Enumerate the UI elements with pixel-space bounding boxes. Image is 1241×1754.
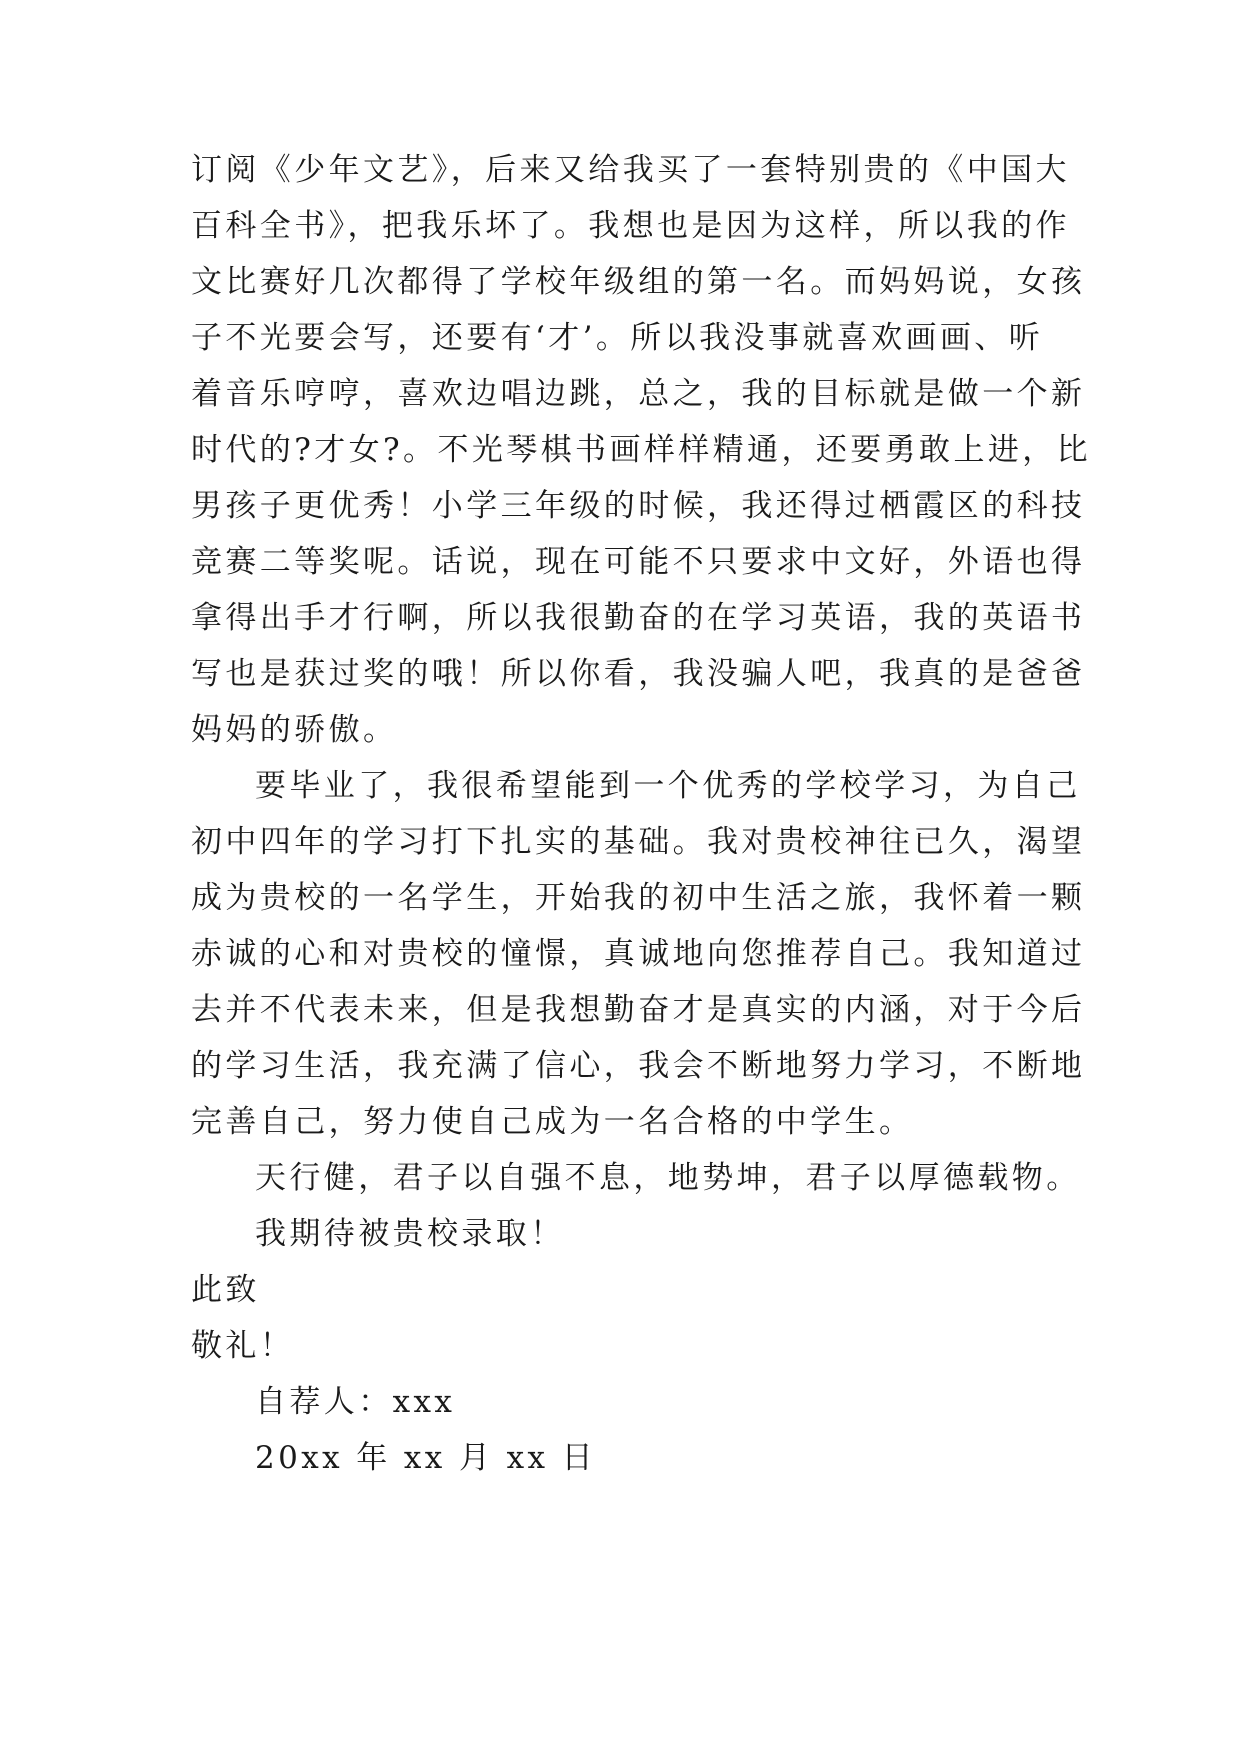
text-line: 妈妈的骄傲。 xyxy=(191,712,398,748)
signature-line: 自荐人：xxx xyxy=(255,1384,456,1420)
text-line: 写也是获过奖的哦！所以你看，我没骗人吧，我真的是爸爸 xyxy=(191,656,1086,692)
text-line: 赤诚的心和对贵校的憧憬，真诚地向您推荐自己。我知道过 xyxy=(191,936,1086,972)
salutation-cizhi: 此致 xyxy=(191,1272,260,1308)
text-line: 时代的?才女?。不光琴棋书画样样精通，还要勇敢上进，比 xyxy=(191,432,1092,468)
text-line: 初中四年的学习打下扎实的基础。我对贵校神往已久，渴望 xyxy=(191,824,1086,860)
text-line: 拿得出手才行啊，所以我很勤奋的在学习英语，我的英语书 xyxy=(191,600,1086,636)
text-line: 文比赛好几次都得了学校年级组的第一名。而妈妈说，女孩 xyxy=(191,264,1086,300)
text-line: 订阅《少年文艺》，后来又给我买了一套特别贵的《中国大 xyxy=(191,152,1070,188)
text-line: 子不光要会写，还要有‘才’。所以我没事就喜欢画画、听 xyxy=(191,320,1044,356)
motto-line: 天行健，君子以自强不息，地势坤，君子以厚德载物。 xyxy=(255,1160,1081,1196)
text-line: 成为贵校的一名学生，开始我的初中生活之旅，我怀着一颗 xyxy=(191,880,1086,916)
text-line: 着音乐哼哼，喜欢边唱边跳，总之，我的目标就是做一个新 xyxy=(191,376,1086,412)
text-line: 竞赛二等奖呢。话说，现在可能不只要求中文好，外语也得 xyxy=(191,544,1086,580)
date-line: 20xx 年 xx 月 xx 日 xyxy=(255,1440,597,1476)
text-line: 百科全书》，把我乐坏了。我想也是因为这样，所以我的作 xyxy=(191,208,1070,244)
closing-wish: 我期待被贵校录取！ xyxy=(255,1216,565,1252)
text-line: 的学习生活，我充满了信心，我会不断地努力学习，不断地 xyxy=(191,1048,1086,1084)
salutation-jingli: 敬礼！ xyxy=(191,1328,295,1364)
text-line: 去并不代表未来，但是我想勤奋才是真实的内涵，对于今后 xyxy=(191,992,1086,1028)
text-line: 男孩子更优秀！小学三年级的时候，我还得过栖霞区的科技 xyxy=(191,488,1086,524)
paragraph-first-line: 要毕业了，我很希望能到一个优秀的学校学习，为自己 xyxy=(255,768,1081,804)
text-line: 完善自己，努力使自己成为一名合格的中学生。 xyxy=(191,1104,914,1140)
